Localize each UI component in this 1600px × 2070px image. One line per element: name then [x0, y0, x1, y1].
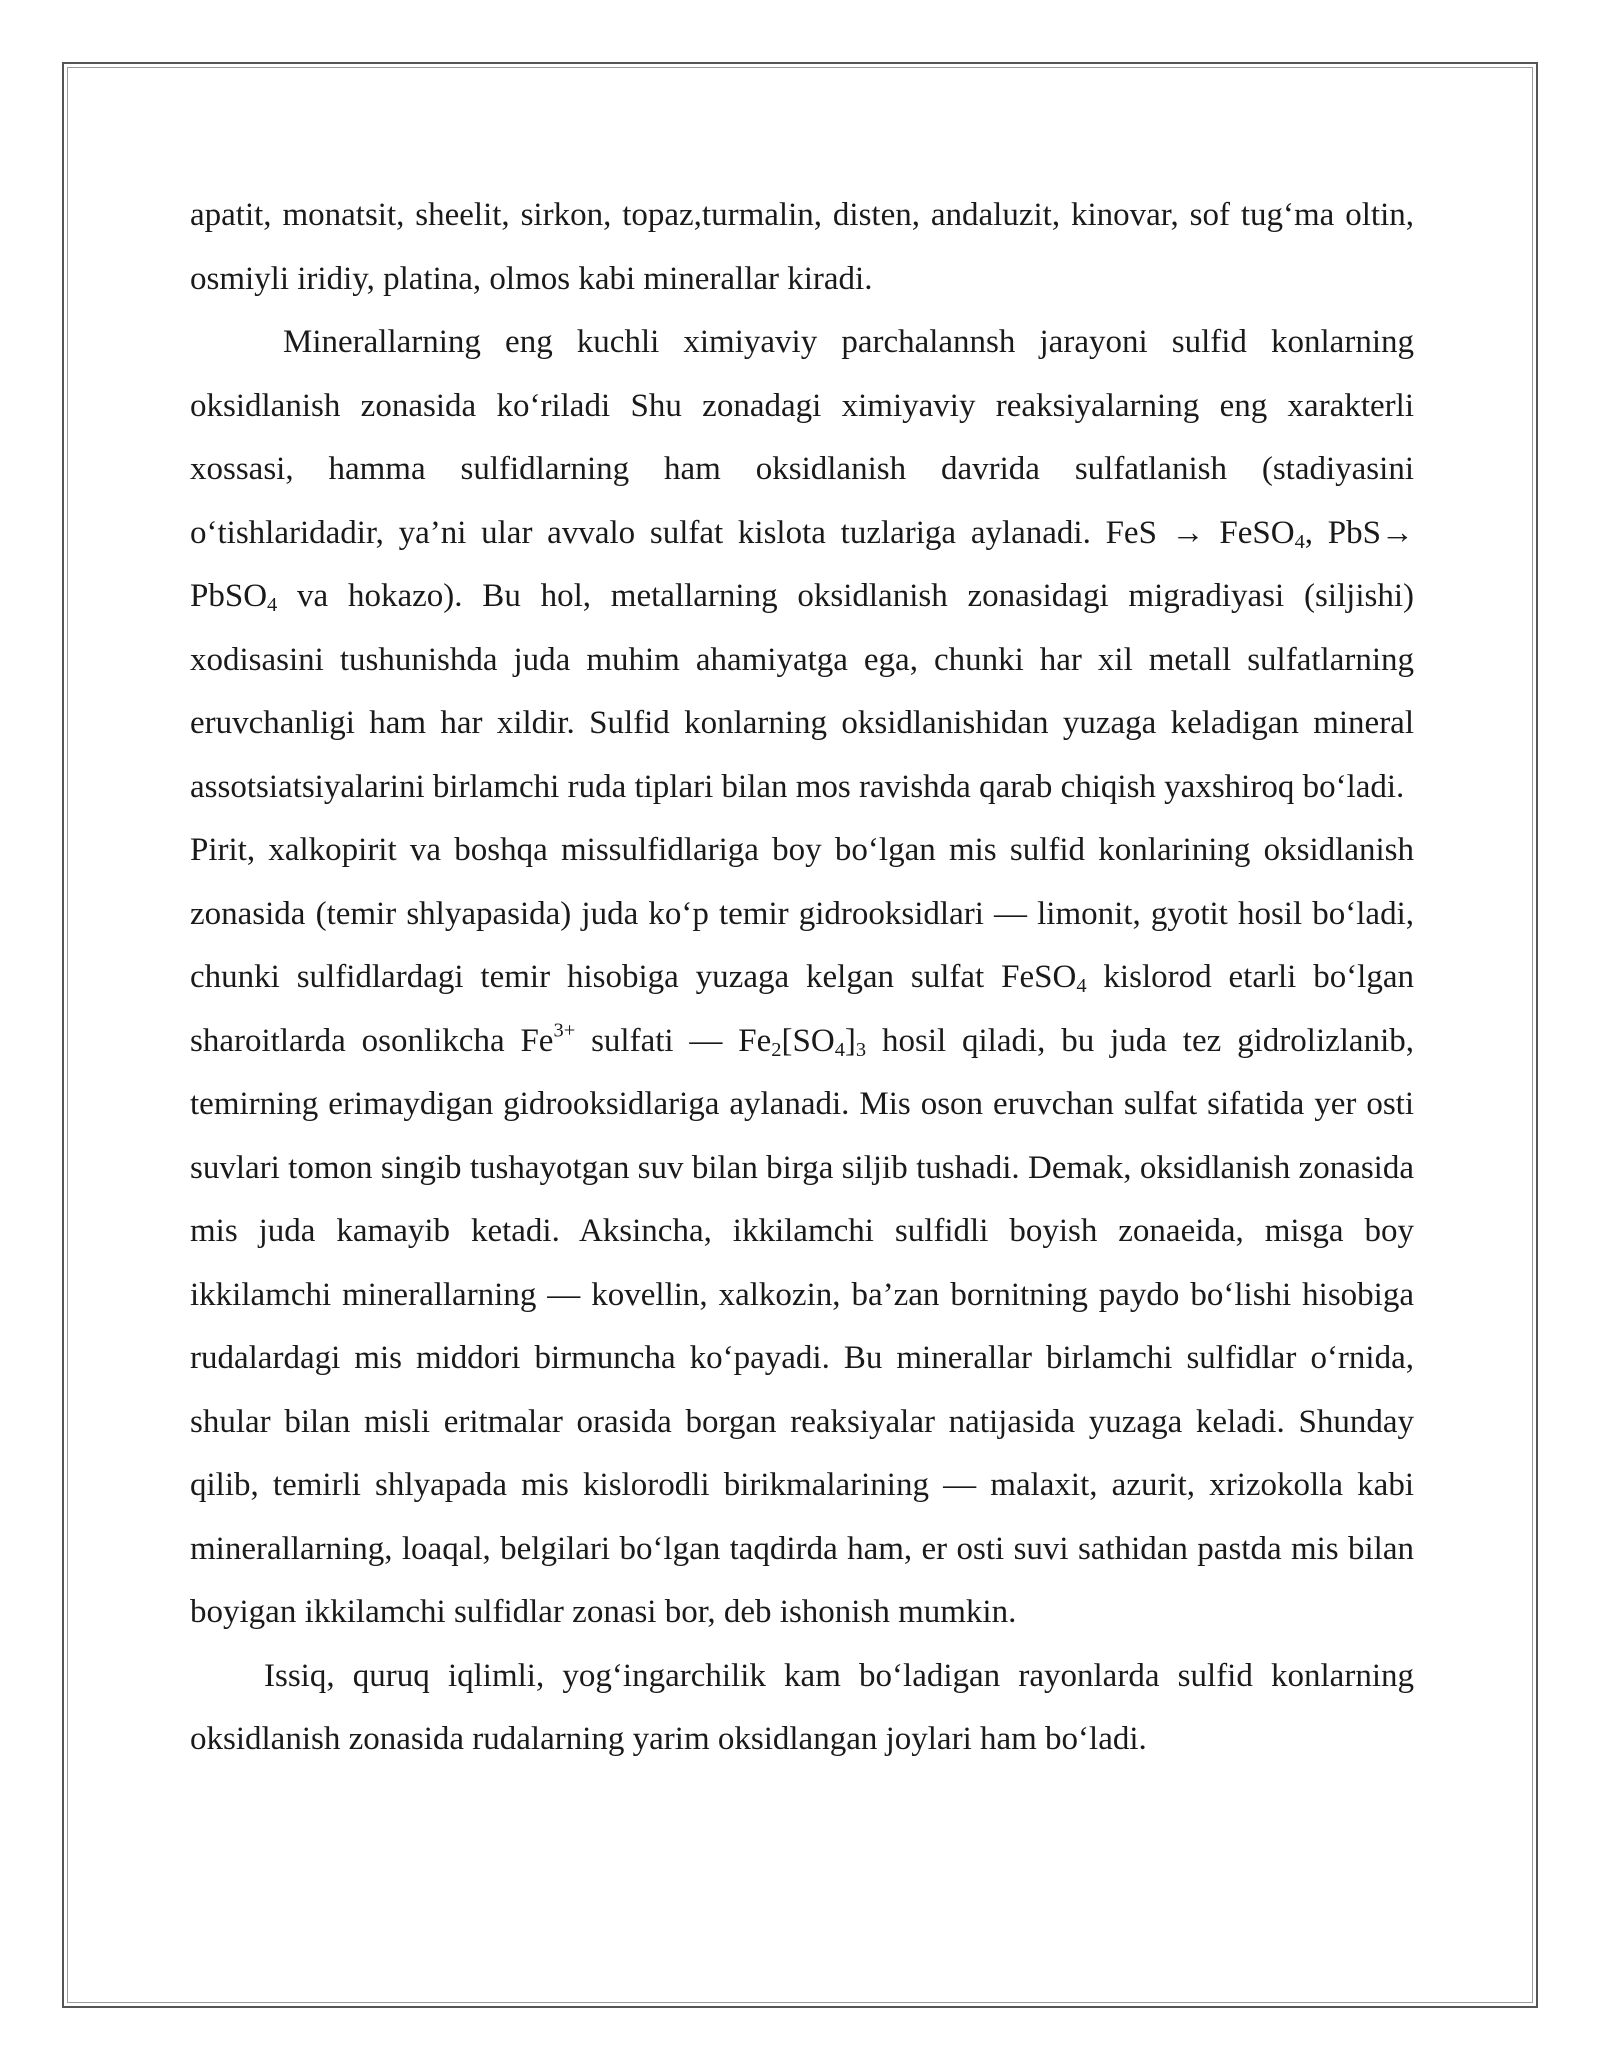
subscript: 3	[855, 1038, 867, 1061]
superscript: 3+	[553, 1019, 576, 1042]
subscript: 4	[267, 594, 278, 617]
paragraph-3-text-d: [SO	[781, 1022, 835, 1059]
paragraph-3-text-b: kislorod etarli bo‘lgan sharoitlarda osonlikcha Fe	[190, 959, 1415, 1059]
paragraph-3-text-f: hosil qiladi, bu juda tez gidrolizlanib, temirning erimaydigan gidrooksidlariga aylanadi. Mis oson eruvchan sulfat sifatida yer osti suvlari tomon singib tushayotgan suv bilan birga siljib tushadi. Demak, oksidlanish zonasida mis juda kamayib ketadi. Aksincha, ikkilamchi sulfidli boyish zonaeida, misga boy ikkilamchi minerallarning — kovellin, xalkozin, ba’zan bornitning paydo bo‘lishi hisobiga rudalardagi mis middori birmuncha ko‘payadi. Bu minerallar birlamchi sulfidlar o‘rnida, shular bilan misli eritmalar orasida borgan reaksiyalar natijasida yuzaga keladi. Shunday qilib, temirli shlyapada mis kislorodli birikmalarining — malaxit, azurit, xrizokolla kabi minerallarning, loaqal, belgilari bo‘lgan taqdirda ham, er osti suvi sathidan pastda mis bilan boyigan ikkilamchi sulfidlar zonasi bor, deb ishonish mumkin.	[190, 1022, 1414, 1630]
paragraph-2	[190, 311, 1414, 819]
paragraph-3-text-e: ]	[844, 1022, 856, 1059]
subscript: 4	[1076, 975, 1087, 998]
paragraph-2-text-c: va hokazo). Bu hol, metallarning oksidlanish zonasidagi migradiyasi (siljishi) xodisasini tushunishda juda muhim ahamiyatga ega, chunki har xil metall sulfatlarning eruvchanligi ham har xildir. Sulfid konlarning oksidlanishidan yuzaga keladigan mineral assotsiatsiyalarini birlamchi ruda tiplari bilan mos ravishda qarab chiqish yaxshiroq bo‘ladi.	[190, 578, 1414, 805]
subscript: 2	[771, 1038, 782, 1061]
paragraph-4: Issiq, quruq iqlimli, yog‘ingarchilik kam bo‘ladigan rayonlarda sulfid konlarning oksidlanish zonasida rudalarning yarim oksidlangan joylari ham bo‘ladi.	[190, 1657, 1414, 1757]
document-body	[190, 184, 1414, 1772]
paragraph-3-text-a: Pirit, xalkopirit va boshqa missulfidlariga boy bo‘lgan mis sulfid konlarining oksidlanish zonasida (temir shlyapasida) juda ko‘p temir gidrooksidlari — limonit, gyotit hosil bo‘ladi, chunki sulfidlardagi temir hisobiga yuzaga kelgan sulfat FeSO	[190, 832, 1414, 995]
paragraph-3	[190, 819, 1414, 1645]
paragraph-1: apatit, monatsit, sheelit, sirkon, topaz,turmalin, disten, andaluzit, kinovar, sof tug‘ma oltin, osmiyli iridiy, platina, olmos kabi minerallar kiradi.	[190, 197, 1414, 297]
subscript: 4	[834, 1038, 845, 1061]
subscript: 4	[1294, 530, 1305, 553]
paragraph-2-text-b: , PbS→ PbSO	[190, 514, 1414, 614]
paragraph-3-text-c: sulfati — Fe	[575, 1022, 772, 1059]
paragraph-2-text-a: Minerallarning eng kuchli ximiyaviy parchalannsh jarayoni sulfid konlarning oksidlanish zonasida ko‘riladi Shu zonadagi ximiyaviy reaksiyalarning eng xarakterli xossasi, hamma sulfidlarning ham oksidlanish davrida sulfatlanish (stadiyasini o‘tishlaridadir, ya’ni ular avvalo sulfat kislota tuzlariga aylanadi. FeS → FeSO	[190, 324, 1414, 551]
